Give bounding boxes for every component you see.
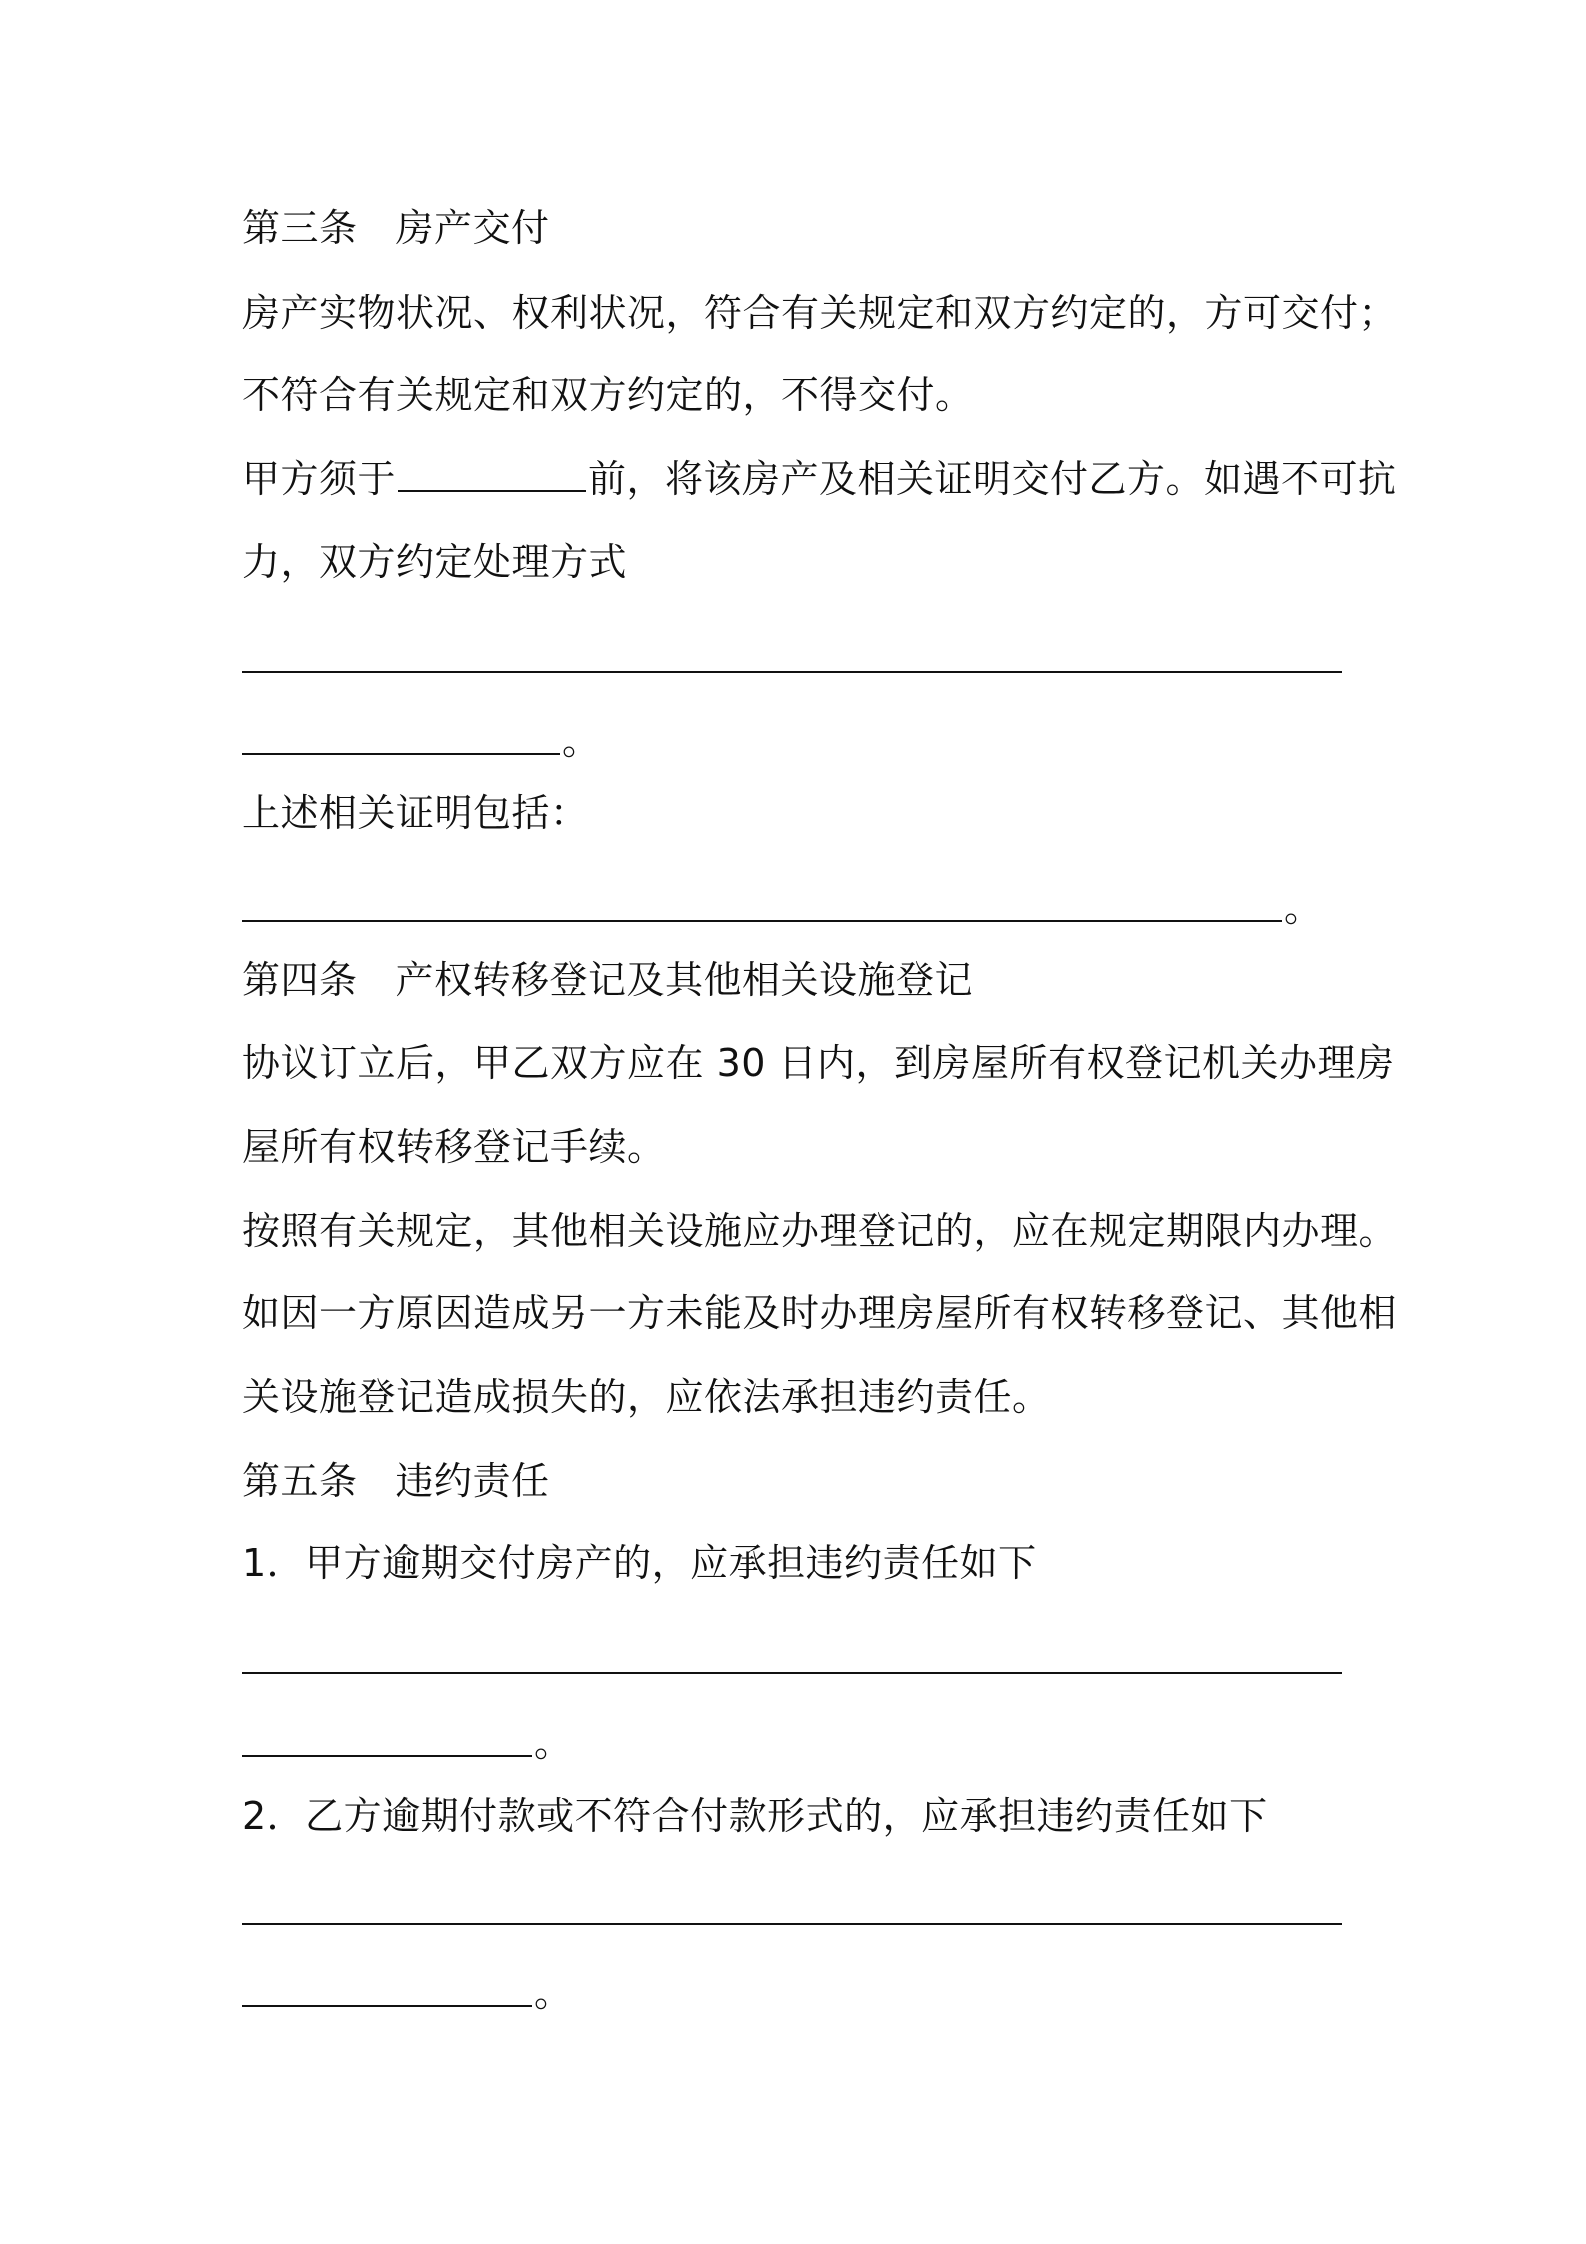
delivery-date-blank[interactable] — [398, 490, 586, 492]
force-majeure-blank-line-1[interactable] — [242, 636, 1342, 682]
article-4-paragraph-3-line-2: 关设施登记造成损失的，应依法承担违约责任。 — [242, 1375, 1051, 1419]
article-4-paragraph-2: 按照有关规定，其他相关设施应办理登记的，应在规定期限内办理。 — [242, 1209, 1398, 1253]
party-b-liability-blank-line-1[interactable] — [242, 1888, 1342, 1934]
article-5-heading — [242, 1458, 550, 1504]
article-3-heading — [242, 205, 550, 251]
article-3-title: 房产交付 — [395, 206, 550, 250]
delivery-deadline-label: 甲方须于 — [242, 457, 397, 501]
article-3-paragraph-2-line-2: 力，双方约定处理方式 — [242, 540, 628, 584]
article-4-paragraph-1-line-1: 协议订立后，甲乙双方应在 30 日内，到房屋所有权登记机关办理房 — [242, 1041, 1395, 1085]
article-5-item-2: 2．乙方逾期付款或不符合付款形式的，应承担违约责任如下 — [242, 1794, 1268, 1838]
article-4-paragraph-3-line-1: 如因一方原因造成另一方未能及时办理房屋所有权转移登记、其他相 — [242, 1291, 1398, 1335]
party-b-liability-blank-line-2[interactable] — [242, 1970, 572, 2016]
article-4-paragraph-1-line-2: 屋所有权转移登记手续。 — [242, 1125, 666, 1169]
party-a-liability-blank-line-2[interactable] — [242, 1720, 572, 1766]
delivery-clause-text: 前，将该房产及相关证明交付乙方。如遇不可抗 — [588, 457, 1397, 501]
force-majeure-blank-line-2[interactable] — [242, 718, 600, 764]
party-a-liability-blank-line-1[interactable] — [242, 1637, 1342, 1683]
article-5-item-1: 1．甲方逾期交付房产的，应承担违约责任如下 — [242, 1541, 1037, 1585]
article-3-paragraph-1-line-2: 不符合有关规定和双方约定的，不得交付。 — [242, 373, 974, 417]
article-5-number: 第五条 — [242, 1459, 358, 1503]
force-majeure-period: 。 — [562, 719, 601, 763]
certificates-period: 。 — [1284, 886, 1323, 930]
article-4-number: 第四条 — [242, 958, 358, 1002]
certificates-blank-line[interactable] — [242, 885, 1322, 931]
article-3-paragraph-3: 上述相关证明包括： — [242, 791, 589, 835]
article-4-title: 产权转移登记及其他相关设施登记 — [395, 958, 974, 1002]
article-4-heading — [242, 957, 973, 1003]
article-3-paragraph-1-line-1: 房产实物状况、权利状况，符合有关规定和双方约定的，方可交付； — [242, 291, 1398, 335]
article-3-number: 第三条 — [242, 206, 358, 250]
article-3-paragraph-2-line-1 — [242, 456, 1397, 502]
party-b-liability-period: 。 — [534, 1971, 573, 2015]
party-a-liability-period: 。 — [534, 1721, 573, 1765]
article-5-title: 违约责任 — [395, 1459, 550, 1503]
